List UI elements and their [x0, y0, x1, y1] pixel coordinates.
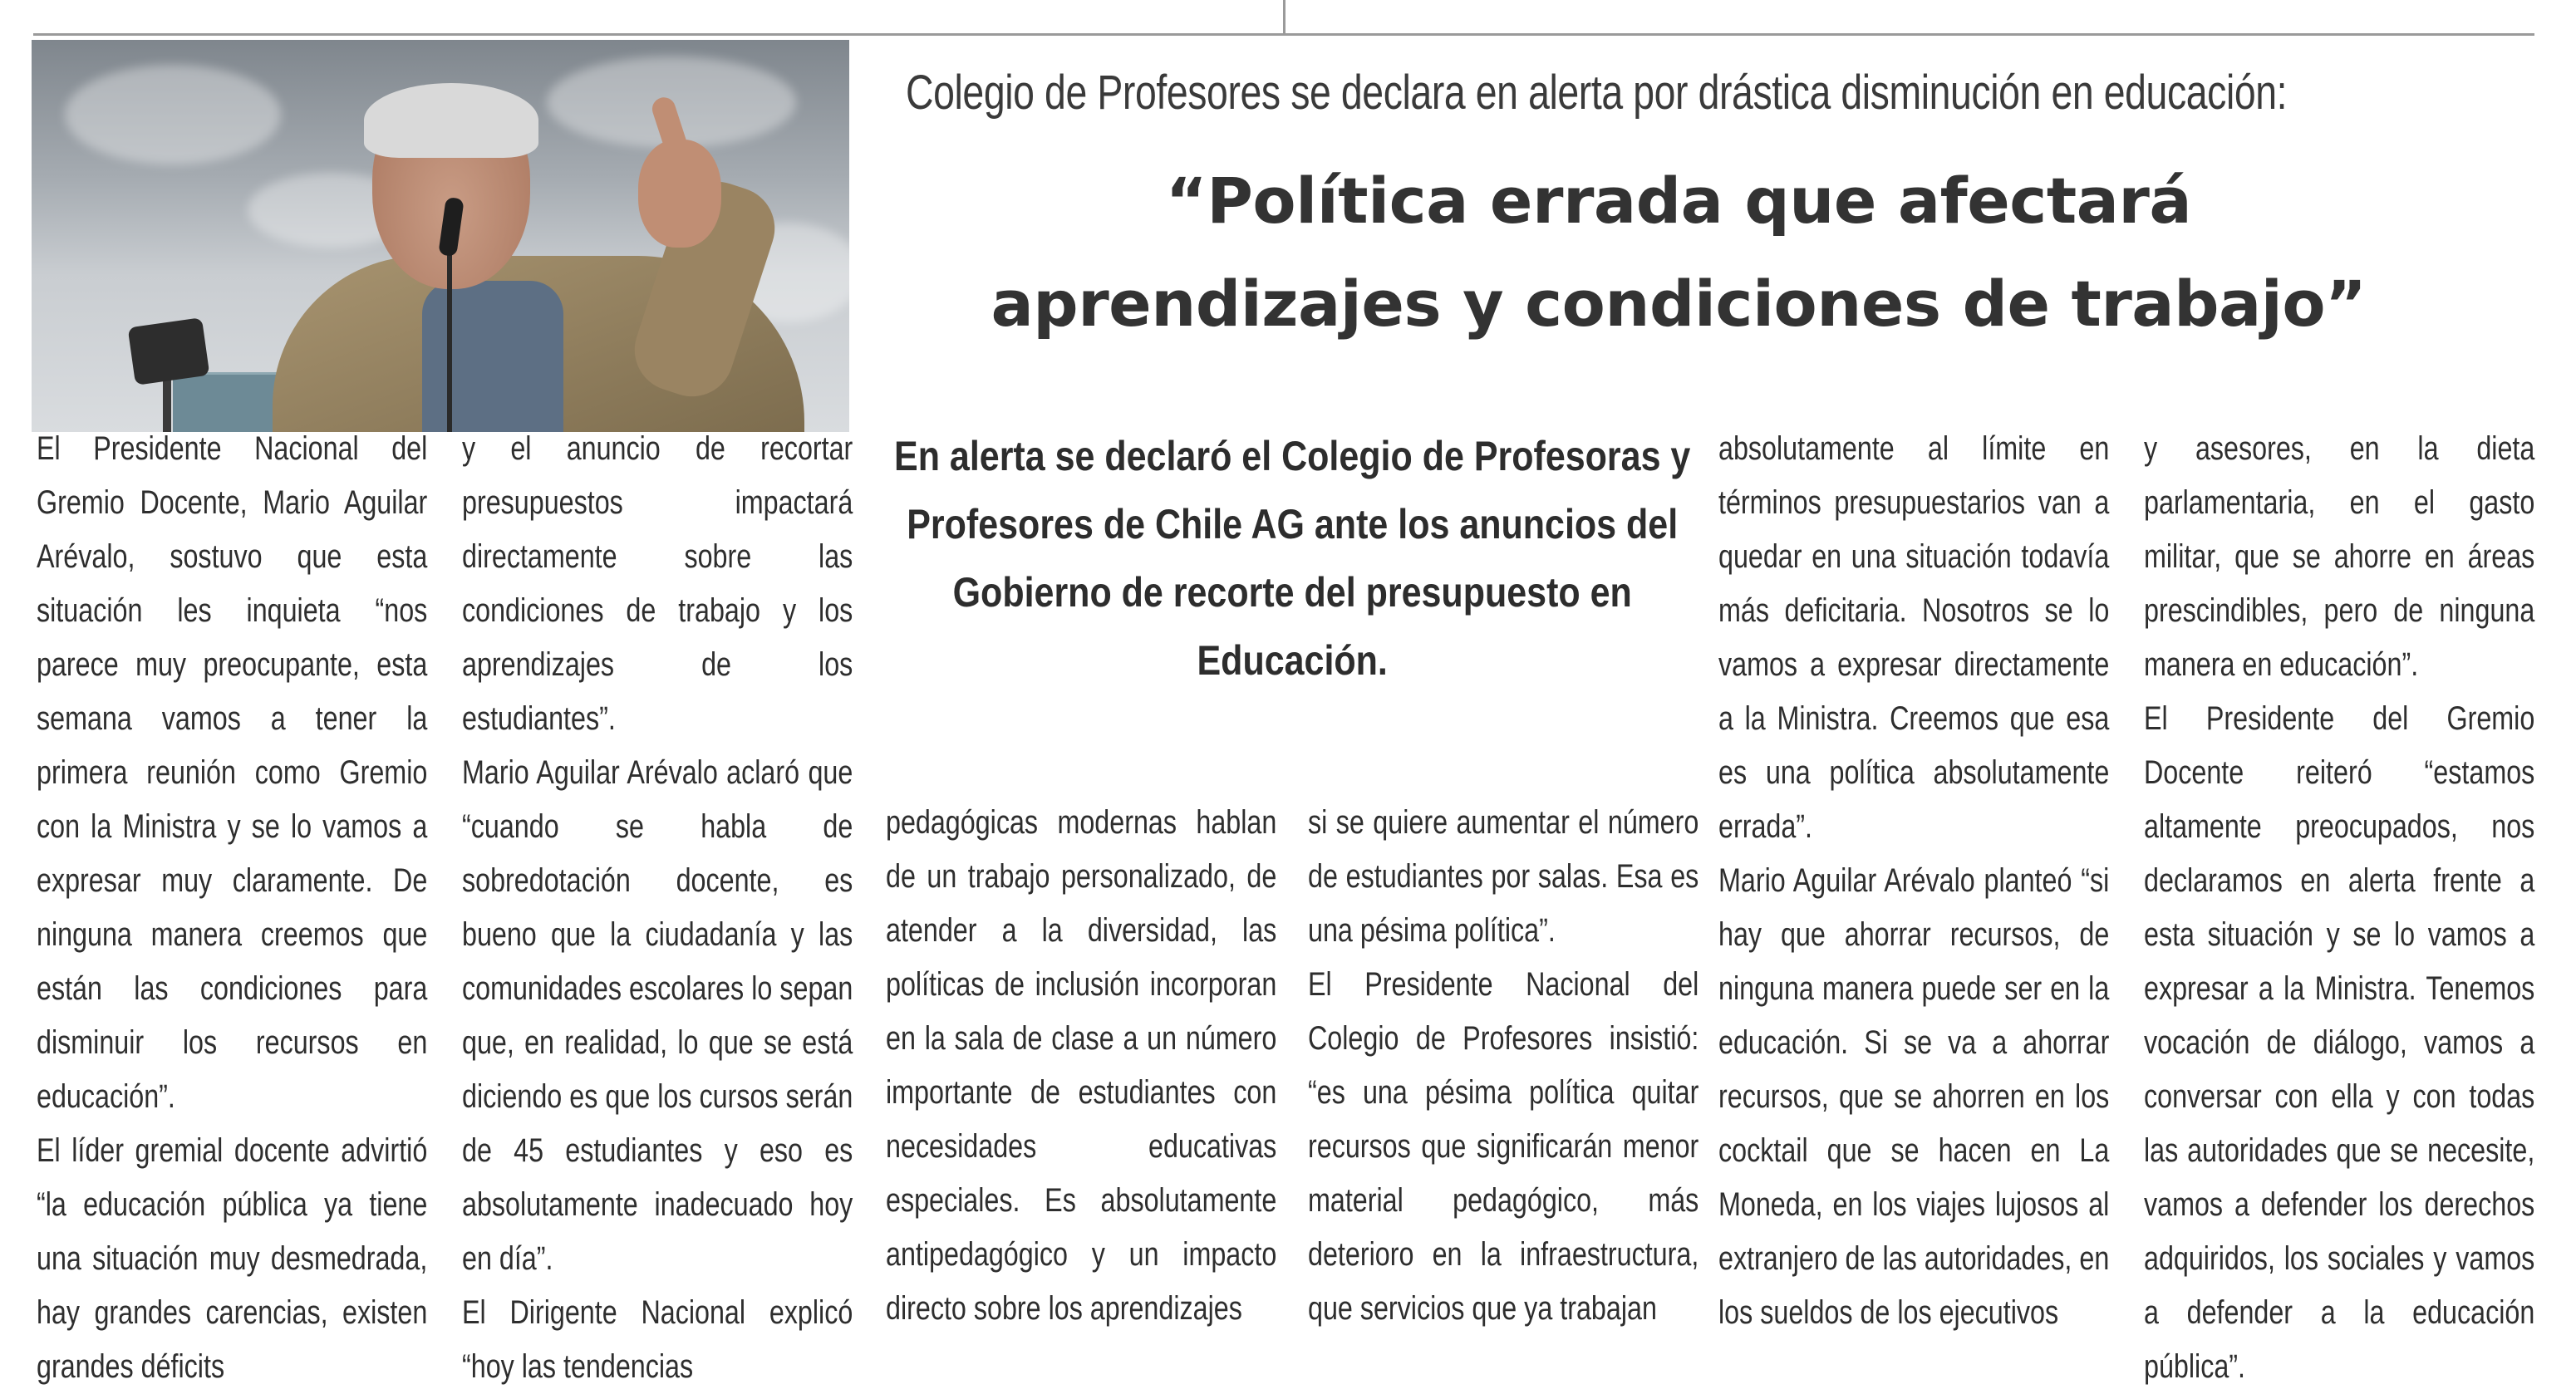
- article-lead: [881, 422, 1703, 695]
- body-column-2: [462, 422, 853, 1394]
- paragraph: Mario Aguilar Arévalo aclaró que “cuando se habla de sobredotación docente, es bueno que la ciudadanía y las comunidades escolares lo sepan que, en realidad, lo que se está diciendo es que los cursos serán de 45 estudiantes y eso es absolutamente inadecuado hoy en día”.: [462, 754, 853, 1277]
- body-column-6: [2144, 422, 2534, 1394]
- lead-text: En alerta se declaró el Colegio de Profesoras y Profesores de Chile AG ante los anuncios del Gobierno de recorte del presupuesto en Educación.: [893, 433, 1691, 684]
- header-rule: [33, 33, 2534, 36]
- paragraph: Mario Aguilar Arévalo planteó “si hay que ahorrar recursos, de ninguna manera puede ser en la educación. Si se va a ahorrar recursos, que se ahorren en los cocktail que se hacen en La Moneda, en los viajes lujosos al extranjero de las autoridades, en los sueldos de los ejecutivos: [1718, 862, 2110, 1331]
- paragraph: si se quiere aumentar el número de estudiantes por salas. Esa es una pésima política”.: [1308, 804, 1699, 949]
- paragraph: El Dirigente Nacional explicó “hoy las tendencias: [462, 1294, 853, 1385]
- article-headline: [914, 150, 2443, 356]
- paragraph: El líder gremial docente advirtió “la educación pública ya tiene una situación muy desmedrada, hay grandes carencias, existen grandes déficits: [37, 1132, 428, 1385]
- body-column-1: [37, 422, 427, 1394]
- paragraph: y asesores, en la dieta parlamentaria, en el gasto militar, que se ahorre en áreas prescindibles, pero de ninguna manera en educación”.: [2144, 430, 2535, 683]
- paragraph: absolutamente al límite en términos presupuestarios van a quedar en una situación todavía más deficitaria. Nosotros se lo vamos a expresar directamente a la Ministra. Creemos que esa es una política absolutamente errada”.: [1718, 430, 2110, 845]
- paragraph: El Presidente Nacional del Colegio de Profesores insistió: “es una pésima política quitar recursos que significarán menor material pedagógico, más deterioro en la infraestructura, que servicios que ya trabajan: [1308, 966, 1699, 1327]
- body-column-4: [1308, 796, 1698, 1336]
- header-tick-rule: [1283, 0, 1286, 33]
- paragraph: El Presidente Nacional del Gremio Docente, Mario Aguilar Arévalo, sostuvo que esta situación les inquieta “nos parece muy preocupante, esta semana vamos a tener la primera reunión como Gremio con la Ministra y se lo vamos a expresar muy claramente. De ninguna manera creemos que están las condiciones para disminuir los recursos en educación”.: [37, 430, 428, 1115]
- paragraph: El Presidente del Gremio Docente reiteró “estamos altamente preocupados, nos declaramos en alerta frente a esta situación y se lo vamos a expresar a la Ministra. Tenemos vocación de diálogo, vamos a conversar con ella y con todas las autoridades que se necesite, vamos a defender los derechos adquiridos, los sociales y vamos a defender a la educación pública”.: [2144, 700, 2535, 1385]
- body-column-5: [1718, 422, 2109, 1340]
- headline-line-2: aprendizajes y condiciones de trabajo”: [991, 267, 2367, 341]
- headline-line-1: “Política errada que afectará: [1165, 164, 2192, 238]
- paragraph: y el anuncio de recortar presupuestos impactará directamente sobre las condiciones de trabajo y los aprendizajes de los estudiantes”.: [462, 430, 853, 737]
- paragraph: pedagógicas modernas hablan de un trabajo personalizado, de atender a la diversidad, las políticas de inclusión incorporan en la sala de clase a un número importante de estudiantes con necesidades educativas especiales. Es absolutamente antipedagógico y un impacto directo sobre los aprendizajes: [886, 804, 1277, 1327]
- article-photo: [32, 40, 849, 432]
- article-kicker: Colegio de Profesores se declara en alerta por drástica disminución en educación:: [906, 66, 2288, 120]
- body-column-3: [886, 796, 1276, 1336]
